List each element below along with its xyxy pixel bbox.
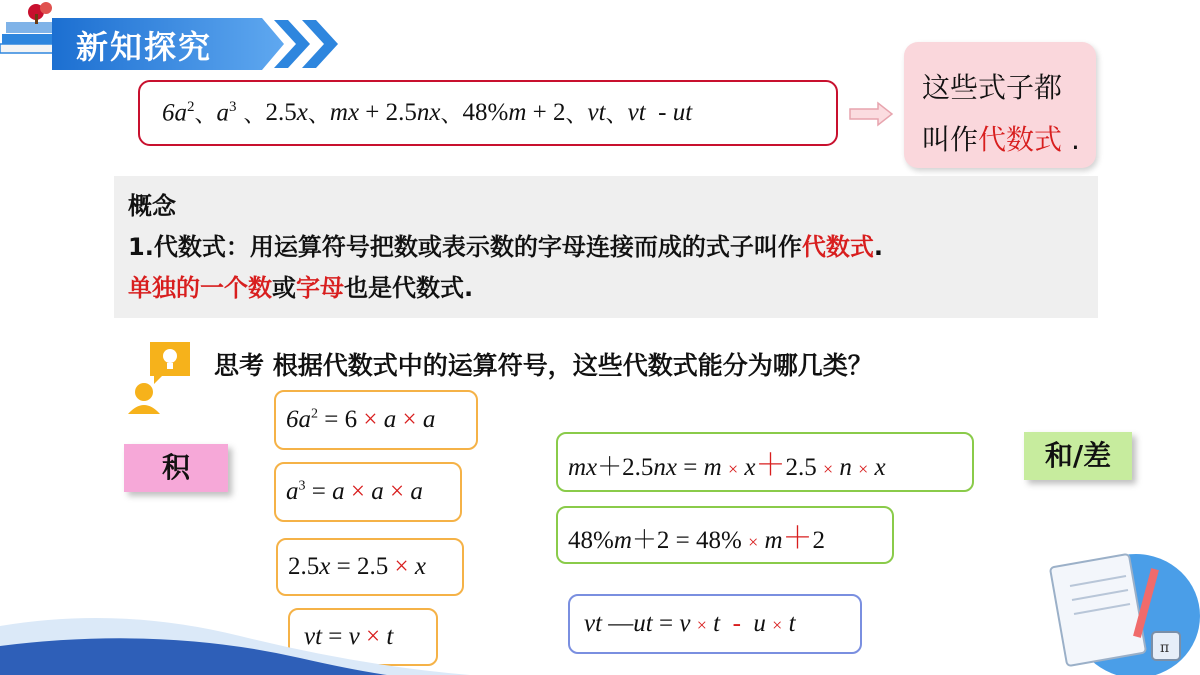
svg-text:π: π (1160, 640, 1170, 656)
expression-item: $6a^2$ (162, 98, 195, 127)
expression-item: vt (587, 99, 606, 126)
decorative-wave (0, 596, 470, 675)
category-product-label: 积 (124, 444, 228, 492)
note-line-2: 叫作代数式 . (922, 123, 1080, 156)
product-example-1: $6a^2 = 6 \times a \times a$ (274, 390, 478, 450)
product-example-3: 2.5x = 2.5 × x (276, 538, 464, 596)
right-arrow-icon (848, 100, 894, 128)
concept-definition: 1.代数式：用运算符号把数或表示数的字母连接而成的式子叫作代数式. (128, 233, 883, 261)
concept-heading: 概念 (128, 192, 176, 220)
concept-note: 单独的一个数或字母也是代数式. (128, 274, 474, 302)
expression-item: mx + 2.5nx (329, 99, 441, 126)
definition-note (904, 42, 1096, 168)
expression-list-box: $6a^2$ 、 $a^3$ 、 2.5x 、 mx + 2.5nx 、 48%m + 2 、 vt 、 vt - ut (138, 80, 838, 146)
expression-item: 2.5x (265, 99, 308, 126)
thinking-person-icon (128, 338, 194, 414)
category-sum-difference-label: 和/差 (1024, 432, 1132, 480)
sum-example-1: mx＋2.5nx = m × x＋2.5 × n × x (556, 432, 974, 492)
concept-box (114, 176, 1098, 318)
think-question: 思考 根据代数式中的运算符号，这些代数式能分为哪几类？ (214, 351, 873, 380)
product-example-2: $a^3 = a \times a \times a$ (274, 462, 462, 522)
separator: 、 (194, 102, 217, 128)
expression-item: vt - ut (627, 99, 693, 126)
difference-example: vt —ut = v × t - u × t (568, 594, 862, 654)
math-notebook-illustration (1036, 538, 1200, 675)
product-example-4: vt = v × t (288, 608, 438, 666)
sum-example-2: 48%m＋2 = 48% × m＋2 (556, 506, 894, 564)
page-title: 新知探究 (76, 28, 213, 66)
expression-item: 48%m + 2 (462, 99, 566, 126)
expression-item: $a^3$ (216, 98, 237, 127)
note-line-1: 这些式子都 (922, 71, 1063, 104)
